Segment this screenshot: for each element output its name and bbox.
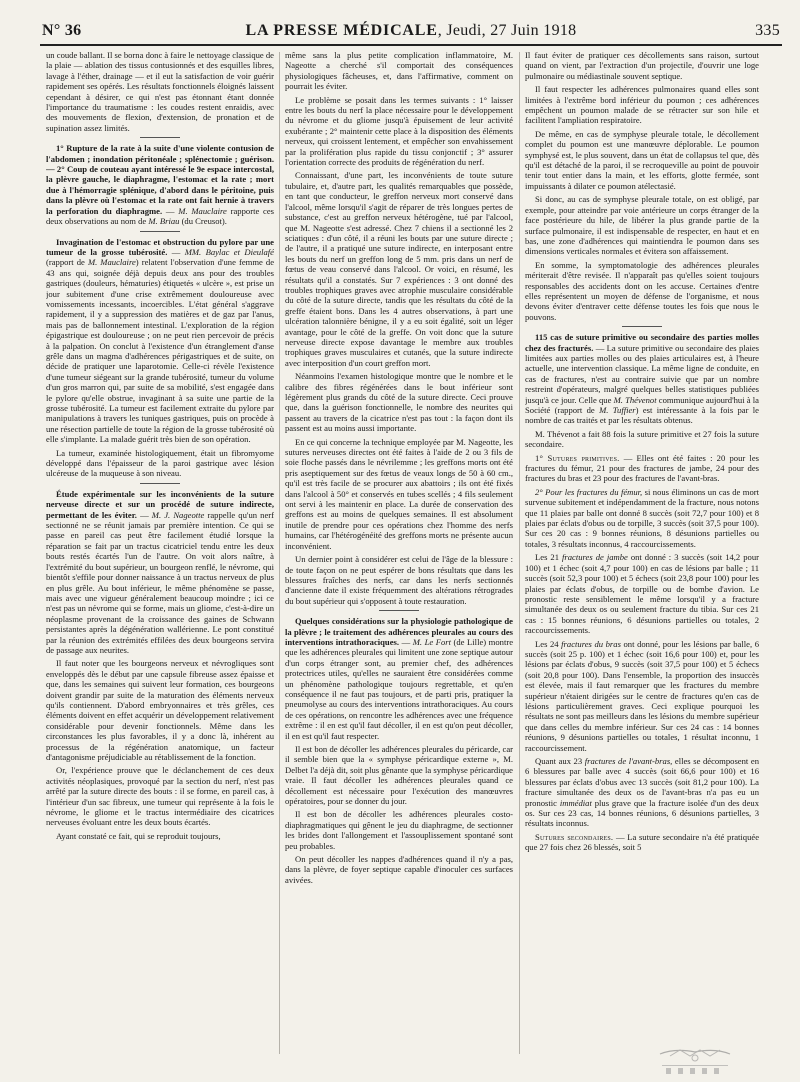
paragraph: De même, en cas de symphyse pleurale totale, le décollement complet du poumon est une manœuvre déplorable. Le poumon symphysé est, le plus souvent, dans un état de collapsus tel que, dès qu'il est détaché de la paroi, il se recroqueville au point de pouvoir tenir tout entier dans la main, et les efforts, glotte fermée, sont impuissants à dilater ce poumon atélectasié.: [525, 128, 759, 191]
article-fracture-sutures: [525, 332, 759, 426]
article-text: (de Lille) montre que les adhérences pleurales qui limitent une zone septique autour d'un corps étranger sont, au premier chef, des adhérences protectrices utiles, qu'elles ne sauraient être considérées comme un phénomène pathologique toujours regrettable, et qu'en conséquence il ne faut pas toujours, et de parti pris, pratiquer la pneumolyse au cours des interventions intrathoraciques. Au cours de ces opérations, on rencontre les adhérences avec une fréquence extrême : il en est qu'il faut décoller, il en est qu'on peut décoller, il en est qu'il faut respecter.: [285, 636, 513, 741]
page-header: [40, 20, 782, 46]
article-text: ) est intéressante à la fois par le nombre de cas traités et par les résultats obtenus.: [525, 405, 759, 426]
author: M. Mauclaire: [87, 257, 136, 268]
author: M. Briau: [148, 216, 180, 227]
paragraph: même sans la plus petite complication inflammatoire, M. Nageotte a cherché s'il comportait des conséquences physiologiques fâcheuses, et, dans l'affirmative, comment on pourrait les éviter.: [285, 50, 513, 92]
paragraph-text: Les 24: [535, 638, 562, 649]
article-heading: Quelques considérations sur la physiologie pathologique de la plèvre ; le traitement des adhérences pleurales au cours des interventions intrathoraciques.: [285, 616, 513, 647]
article-text: rapporte ces deux observations au nom de: [46, 205, 274, 227]
paragraph: [525, 756, 759, 829]
column-3: [525, 50, 759, 1058]
paragraph-text: — La suture secondaire n'a été pratiquée que 27 fois chez 26 blessés, soit 5: [525, 831, 759, 853]
paragraph: Il faut respecter les adhérences pulmonaires quand elles sont limitées à l'extrême bord inférieur du poumon ; ces adhérences empêchent un poumon malade de se rétracter sur son hile et facilitent l'ampliation respiratoire.: [525, 84, 759, 126]
column-1: [46, 50, 274, 1058]
paragraph: Il est bon de décoller les adhérences pleurales costo-diaphragmatiques qui gênent le jeu du diaphragme, de sectionner les brides dont l'allongement et l'assouplissement spontané sont peu probables.: [285, 809, 513, 851]
dash: —: [399, 636, 413, 647]
article-pleura: [285, 616, 513, 741]
paragraph-text: Quant aux 23: [535, 756, 585, 766]
paragraph-text: plus grave que la fracture isolée d'un des deux os. Sur ces 23 cas, 14 bonnes réunions, 6 désunions partielles, 3 résultats inconnus.: [525, 797, 759, 829]
issue-number: N° 36: [42, 22, 82, 39]
article-text: ) relatent l'observation d'une femme de 43 ans qui, soignée déjà depuis deux ans pour des troubles gastriques (douleurs, hématuries) étiquetés « ulcère », est prise un jour subitement d'une crise extrêmement douloureuse avec vomissements incessants, incoercibles. L'état général s'aggrave rapidement, il y a suppression des matières et de gaz par l'anus, mais pas de ballonnement intestinal. L'exploration de la région épigastrique est douloureuse ; on ne peut rien percevoir de précis à la palpation. On conclut à l'existence d'un étranglement d'anse grêle dans un magma d'adhérences périgastriques et de suite, on décide de pratiquer une laparotomie. Celle-ci révèle l'existence d'une tumeur siégeant sur la grande tubérosité, tumeur du volume d'un gros marron qui, par suite de sa mobilité, s'est engagée dans le pylore qu'elle obstrue, invaginant à sa suite une partie de la grosse tubérosité. La tumeur est facilement extraite du pylore par manipulations à travers les tuniques gastriques, puis on procède à une résection partielle de toute la région de la grosse tubérosité où elle s'implante. La malade guérit très bien de son opération.: [46, 257, 274, 445]
paragraph-text: si nous éliminons un cas de mort survenue subitement et indépendamment de la fracture, nous notons que 11 plaies par balle ont donné 8 succès (soit 72,7 pour 100) et 8 plaies par éclats d'obus ou de torpille, 3 succès (soit 37,5 pour 100). Sur ces 20 cas : 9 bonnes réunions, 8 désunions partielles ou totales, 3 résultats inconnus, 4 raccourcissements.: [525, 486, 759, 549]
dash: —: [593, 342, 607, 353]
dash: —: [136, 509, 152, 520]
article-stomach-invagination: [46, 237, 274, 445]
library-stamp-icon: [640, 1046, 750, 1076]
paragraph: Il est bon de décoller les adhérences pleurales du péricarde, car il semble bien que la « symphyse péricardique externe », M. Delbet l'a déjà dit, soit plus gênante que la symphyse péricardique vraie. Il faut décoller les adhérences pleurales quand ce décollement est nécessaire pour l'exécution des manœuvres opératoires, pour se donner du jour.: [285, 744, 513, 807]
paragraph-text: — Elles ont été faites : 20 pour les fractures du fémur, 21 pour des fractures de jambe, 24 pour des fractures du bras et 23 pour des fractures de l'avant-bras.: [525, 452, 759, 484]
page-number: 335: [755, 22, 780, 39]
paragraph: Connaissant, d'une part, les inconvénients de toute suture tubulaire, et, d'autre part, les qualités remarquables que possède, en tant que conducteur, le greffon nerveux mort conservé dans l'alcool, même lorsqu'il s'agit de réparer de très longues pertes de substance, c'est au greffon nerveux hétérogène, tué par l'alcool, que M. Nageotte s'est adressé. Chez 7 chiens il a sectionné les 2 sciatiques : d'un côté, il a réuni les bouts par une suture directe ; de l'autre, il a pratiqué une suture indirecte, en interposant entre les bouts du nerf un greffon long de 5 mm. pris dans un nerf de fœtus de veau conservé dans l'alcool. Or voici, en résumé, les résultats qu'il a constatés. Sur 7 expériences : 3 ont donné des troubles trophiques graves avec atrophie musculaire considérable du côté de la suture directe, tandis que les résultats du côté de la greffe étaient bons. Dans les 4 autres observations, à part une ulcération talonnière bénigne, il y a eu soit égalité, soit un léger avantage, pour le côté de la greffe. On voit donc que la suture nerveuse directe expose davantage le membre aux troubles trophiques graves musculaires et cutanés, que la suture indirecte avec interposition d'un court greffon mort.: [285, 170, 513, 368]
paragraph-text: ont donné : 3 succès (soit 14,2 pour 100) et 1 échec (soit 4,7 pour 100) en cas de lésions par balle ; 11 succès (soit 52,3 pour 100) et 5 échecs (soit 23,8 pour 100) pour les plaies par éclats d'obus, de torpille ou de bombe d'avion. Le pronostic reste sensiblement le même lorsqu'il y a fracture simultanée des deux os ou seulement fracture du tibia. Sur ces 21 cas : 15 bonnes réunions, 6 désunions partielles ou totales, 2 raccourcissements.: [525, 552, 759, 636]
author: M. J. Nageotte: [151, 509, 205, 520]
paragraph: un coude ballant. Il se borna donc à faire le nettoyage classique de la plaie — ablation des tissus contusionnés et des esquilles libres, lavage à l'éther, drainage — et il eut la satisfaction de voir guérir rapidement ses opérés. Les résultats fonctionnels éloignés laissent cependant à désirer, ce qui n'est pas étonnant étant donnée l'importance du traumatisme : les coudes restent enraidis, avec des mouvements de flexion, d'extension, de pronation et de supination assez limités.: [46, 50, 274, 133]
paragraph: [525, 639, 759, 753]
article-heading: 115 cas de suture primitive ou secondaire des parties molles chez des fracturés.: [525, 332, 759, 353]
paragraph-text: elles se décomposent en 6 blessures par balle avec 4 succès (soit 66,6 pour 100) et 16 blessures par éclats d'obus avec 13 succès (soit 81,2 pour 100). La fracture simultanée des deux os de l'avant-bras n'a pas eu un pronostic: [525, 756, 759, 808]
section-separator: [140, 231, 180, 232]
article-text: (rapport de: [46, 257, 88, 268]
journal-title: LA PRESSE MÉDICALE: [245, 22, 438, 39]
paragraph: Il faut noter que les bourgeons nerveux et névrogliques sont enveloppés dès le début par une capsule fibreuse assez épaisse et que, dans les semaines qui suivent leur formation, ces bourgeons doivent grandir par suite de la maturation des éléments nerveux qu'ils contiennent. D'abord embryonnaires et très grêles, ces éléments doivent en effet acquérir un développement relativement considérable pour devenir fonctionnels. Même dans les circonstances les plus favorables, il y a donc là, inhérent au processus de la régénération anatomique, un facteur d'antagonisme préjudiciable au rétablissement de la fonction.: [46, 658, 274, 762]
subheading: Sutures secondaires.: [535, 831, 614, 842]
paragraph: En ce qui concerne la technique employée par M. Nageotte, les sutures nerveuses directes ont été faites à l'aide de 2 ou 3 fils de soie floche passés dans le névrilemme ; les greffons morts ont été pris aseptiquement sur des fœtus de veaux longs de 50 à 60 cm., qu'il est très facile de se procurer aux abattoirs ; ils ont été fixés dans l'alcool à 50° et conservés en tubes scellés ; 4 fils seulement ont servi à les maintenir en place. La durée de conservation des greffons est au moins de quelques semaines. Il est absolument inutile de prendre pour ces opérations chez l'homme des nerfs humains, car l'hétérogénéité des greffons morts ne présente aucun inconvénient.: [285, 436, 513, 551]
article-text: (du Creusot).: [179, 216, 227, 227]
paragraph: La tumeur, examinée histologiquement, était un fibromyome développé dans l'épaisseur de la paroi gastrique avec lésion ulcéreuse de la muqueuse à son niveau.: [46, 447, 274, 479]
section-separator: [140, 137, 180, 138]
column-divider: [519, 52, 520, 1054]
article-heading: Étude expérimentale sur les inconvénients de la suture nerveuse directe et sur un procédé de suture indirecte, permettant de les éviter.: [46, 488, 274, 520]
paragraph: En somme, la symptomatologie des adhérences pleurales mériterait d'être revisée. Il n'apparaît pas qu'elles soient toujours responsables des accidents dont on les accuse. Certaines d'entre elles représentent un moyen de défense de l'organisme, et nous devons éviter d'entraver cette défense toutes les fois que nous le pouvons.: [525, 259, 759, 322]
article-heading: 1° Rupture de la rate à la suite d'une violente contusion de l'abdomen ; inondation péritonéale ; splénectomie ; guérison. — 2° Coup de couteau ayant intéressé le 9e espace intercostal, la plèvre gauche, le diaphragme, l'estomac et la rate ; mort due à l'hémorragie splénique, d'abord dans le péritoine, puis dans la plèvre où l'estomac et la rate ont fait hernie à travers la perforation du diaphragme.: [46, 143, 274, 216]
article-text: La suture primitive ou secondaire des plaies limitées aux parties molles ou des plaies articulaires est, à l'heure actuelle, une intervention classique. La même ligne de conduite, en cas de fractures, n'est au contraire suivie que par un nombre restreint d'opérateurs, malgré quelques belles statistiques publiées jusqu'à ce jour. Celle que: [525, 342, 759, 405]
paragraph: Ayant constaté ce fait, qui se reproduit toujours,: [56, 830, 221, 841]
article-text: rappelle qu'un nerf sectionné ne se réunit jamais par première intention. Ce qui se passe en pareil cas peut être facilement étudié lorsque la réparation se fait par un tractus cicatriciel tendu entre les deux bouts restés écartés l'un de l'autre. On voit alors naître, à l'extrémité du bout supérieur, un bourgeon renflé, le névrome, qui bientôt s'effile pour donner naissance à un tractus nerveux de plus en plus grêle. Au bout inférieur, le même phénomène se passe, mais avec une vigueur généralement beaucoup moindre ; ici ce n'est pas un névrome qui se forme, mais un gliome, c'est-à-dire un néoplasme provenant de la croissance des gaines de Schwann persistantes après la dégénération wallérienne. Le pont constitué par la réunion des extrémités effilées des deux bourgeons servira de passage aux neurites.: [46, 509, 274, 655]
subheading: fractures de l'avant-bras,: [584, 756, 673, 766]
paragraph: Le problème se posait dans les termes suivants : 1° laisser entre les bouts du nerf la place nécessaire pour le développement du névrome et du gliome jusqu'à épuisement de leur activité exubérante ; 2° maintenir cette place à la disposition des éléments nerveux, qui croissent lentement, et empêcher son envahissement par la prolifération plus rapide du tissu conjonctif ; 3° assurer l'orientation correcte des produits de régénération du nerf.: [285, 94, 513, 168]
paragraph: On peut décoller les nappes d'adhérences quand il n'y a pas, dans la plèvre, de foyer septique capable d'inoculer ces surfaces avivées.: [285, 854, 513, 885]
paragraph: [525, 552, 759, 635]
paragraph: M. Thévenot a fait 88 fois la suture primitive et 27 fois la suture secondaire.: [525, 428, 759, 450]
article-spleen-rupture: [46, 143, 274, 226]
subheading: fractures de jambe: [562, 552, 628, 563]
masthead: [40, 22, 782, 40]
paragraph: [525, 487, 759, 549]
paragraph: Un dernier point à considérer est celui de l'âge de la blessure : de toute façon on ne peut espérer de bons résultats que dans les blessures fraîches des nerfs, car dans les nerfs sectionnés d'ancienne date il existe fréquemment des altérations rétrogrades du bout supérieur qui s'opposent à toute restauration.: [285, 554, 513, 606]
subheading: 2° Pour les fractures du fémur,: [535, 486, 643, 497]
paragraph: Il faut éviter de pratiquer ces décollements sans raison, surtout quand on vient, par l'extraction d'un projectile, d'ouvrir une loge pulmonaire ou médiastinale souvent septique.: [525, 50, 759, 81]
section-separator: [379, 610, 419, 611]
author: M. Tuffier: [599, 405, 636, 415]
column-divider: [279, 52, 280, 1054]
article-heading: Invagination de l'estomac et obstruction du pylore par une tumeur de la grosse tubérosité.: [46, 236, 274, 257]
column-2: [285, 50, 513, 1058]
subheading: 1° Sutures primitives.: [535, 452, 620, 463]
paragraph-text: ont donné, pour les lésions par balle, 6 succès (soit 25 p. 100) et 1 échec (soit 16,6 pour 100) et, pour les lésions par éclats d'obus, 9 succès (soit 37,5 pour 100) et 5 échecs (soit 20,8 pour 100). Dans l'ensemble, la proportion des insuccès est élevée, mais il faut remarquer que les fractures du membre supérieur n'étaient dirigées sur le centre de fractures qu'en cas de lésions particulièrement graves. Ceci explique pourquoi les résultats ne sont pas meilleurs dans les lésions du membre supérieur que dans celles du membre inférieur. Sur ces 24 cas : 14 bonnes réunions, 9 désunions partielles ou totales, 1 résultat inconnu, 1 raccourcissement.: [525, 638, 759, 753]
paragraph: [525, 832, 759, 853]
article-text: communique aujourd'hui à la Société (rapport de: [525, 394, 759, 415]
paragraph-text: Les 21: [535, 552, 562, 563]
author: M. Le Fort: [412, 636, 451, 647]
section-separator: [140, 483, 180, 484]
author: MM. Baylac et Dieulafé: [184, 246, 274, 257]
section-separator: [622, 326, 662, 327]
paragraph: Si donc, au cas de symphyse pleurale totale, on est obligé, par exemple, pour atteindre par voie antérieure un corps étranger de la face postérieure du hile, de libérer la plus grande partie de la surface pulmonaire, il est indispensable de respecter, en haut et en bas, une zone d'adhérences qui maintiendra le poumon dans ses dimensions verticales normales et évitera son affaissement.: [525, 194, 759, 257]
author: M. Mauclaire: [178, 205, 227, 216]
issue-date: , Jeudi, 27 Juin 1918: [437, 22, 577, 39]
dash: —: [167, 246, 185, 257]
emphasis: immédiat: [559, 797, 592, 808]
dash: —: [162, 205, 179, 216]
paragraph: [525, 453, 759, 484]
subheading: fractures du bras: [561, 638, 621, 649]
author: M. Thévenot: [613, 394, 657, 405]
article-nerve-suture: [46, 489, 274, 656]
paragraph: Or, l'expérience prouve que le déclanchement de ces deux activités néoplasiques, provoqué par la section du nerf, n'est pas arrêté par la suture directe des bouts : il se forme, en pareil cas, à l'intérieur d'un sac fibreux, une tumeur qui représente à la fois le névrome, le gliome et le tractus intermédiaire des cicatrices nerveuses évoluant entre les deux bouts écartés.: [46, 765, 274, 828]
paragraph: Néanmoins l'examen histologique montre que le nombre et le calibre des fibres régénérées dans le bout inférieur sont légèrement plus grands du côté de la suture directe. Ceci prouve que, dans la guérison fonctionnelle, le nombre des neurites qui passent au travers de la cicatrice n'est pas tout : la façon dont ils passent est au moins aussi importante.: [285, 371, 513, 434]
